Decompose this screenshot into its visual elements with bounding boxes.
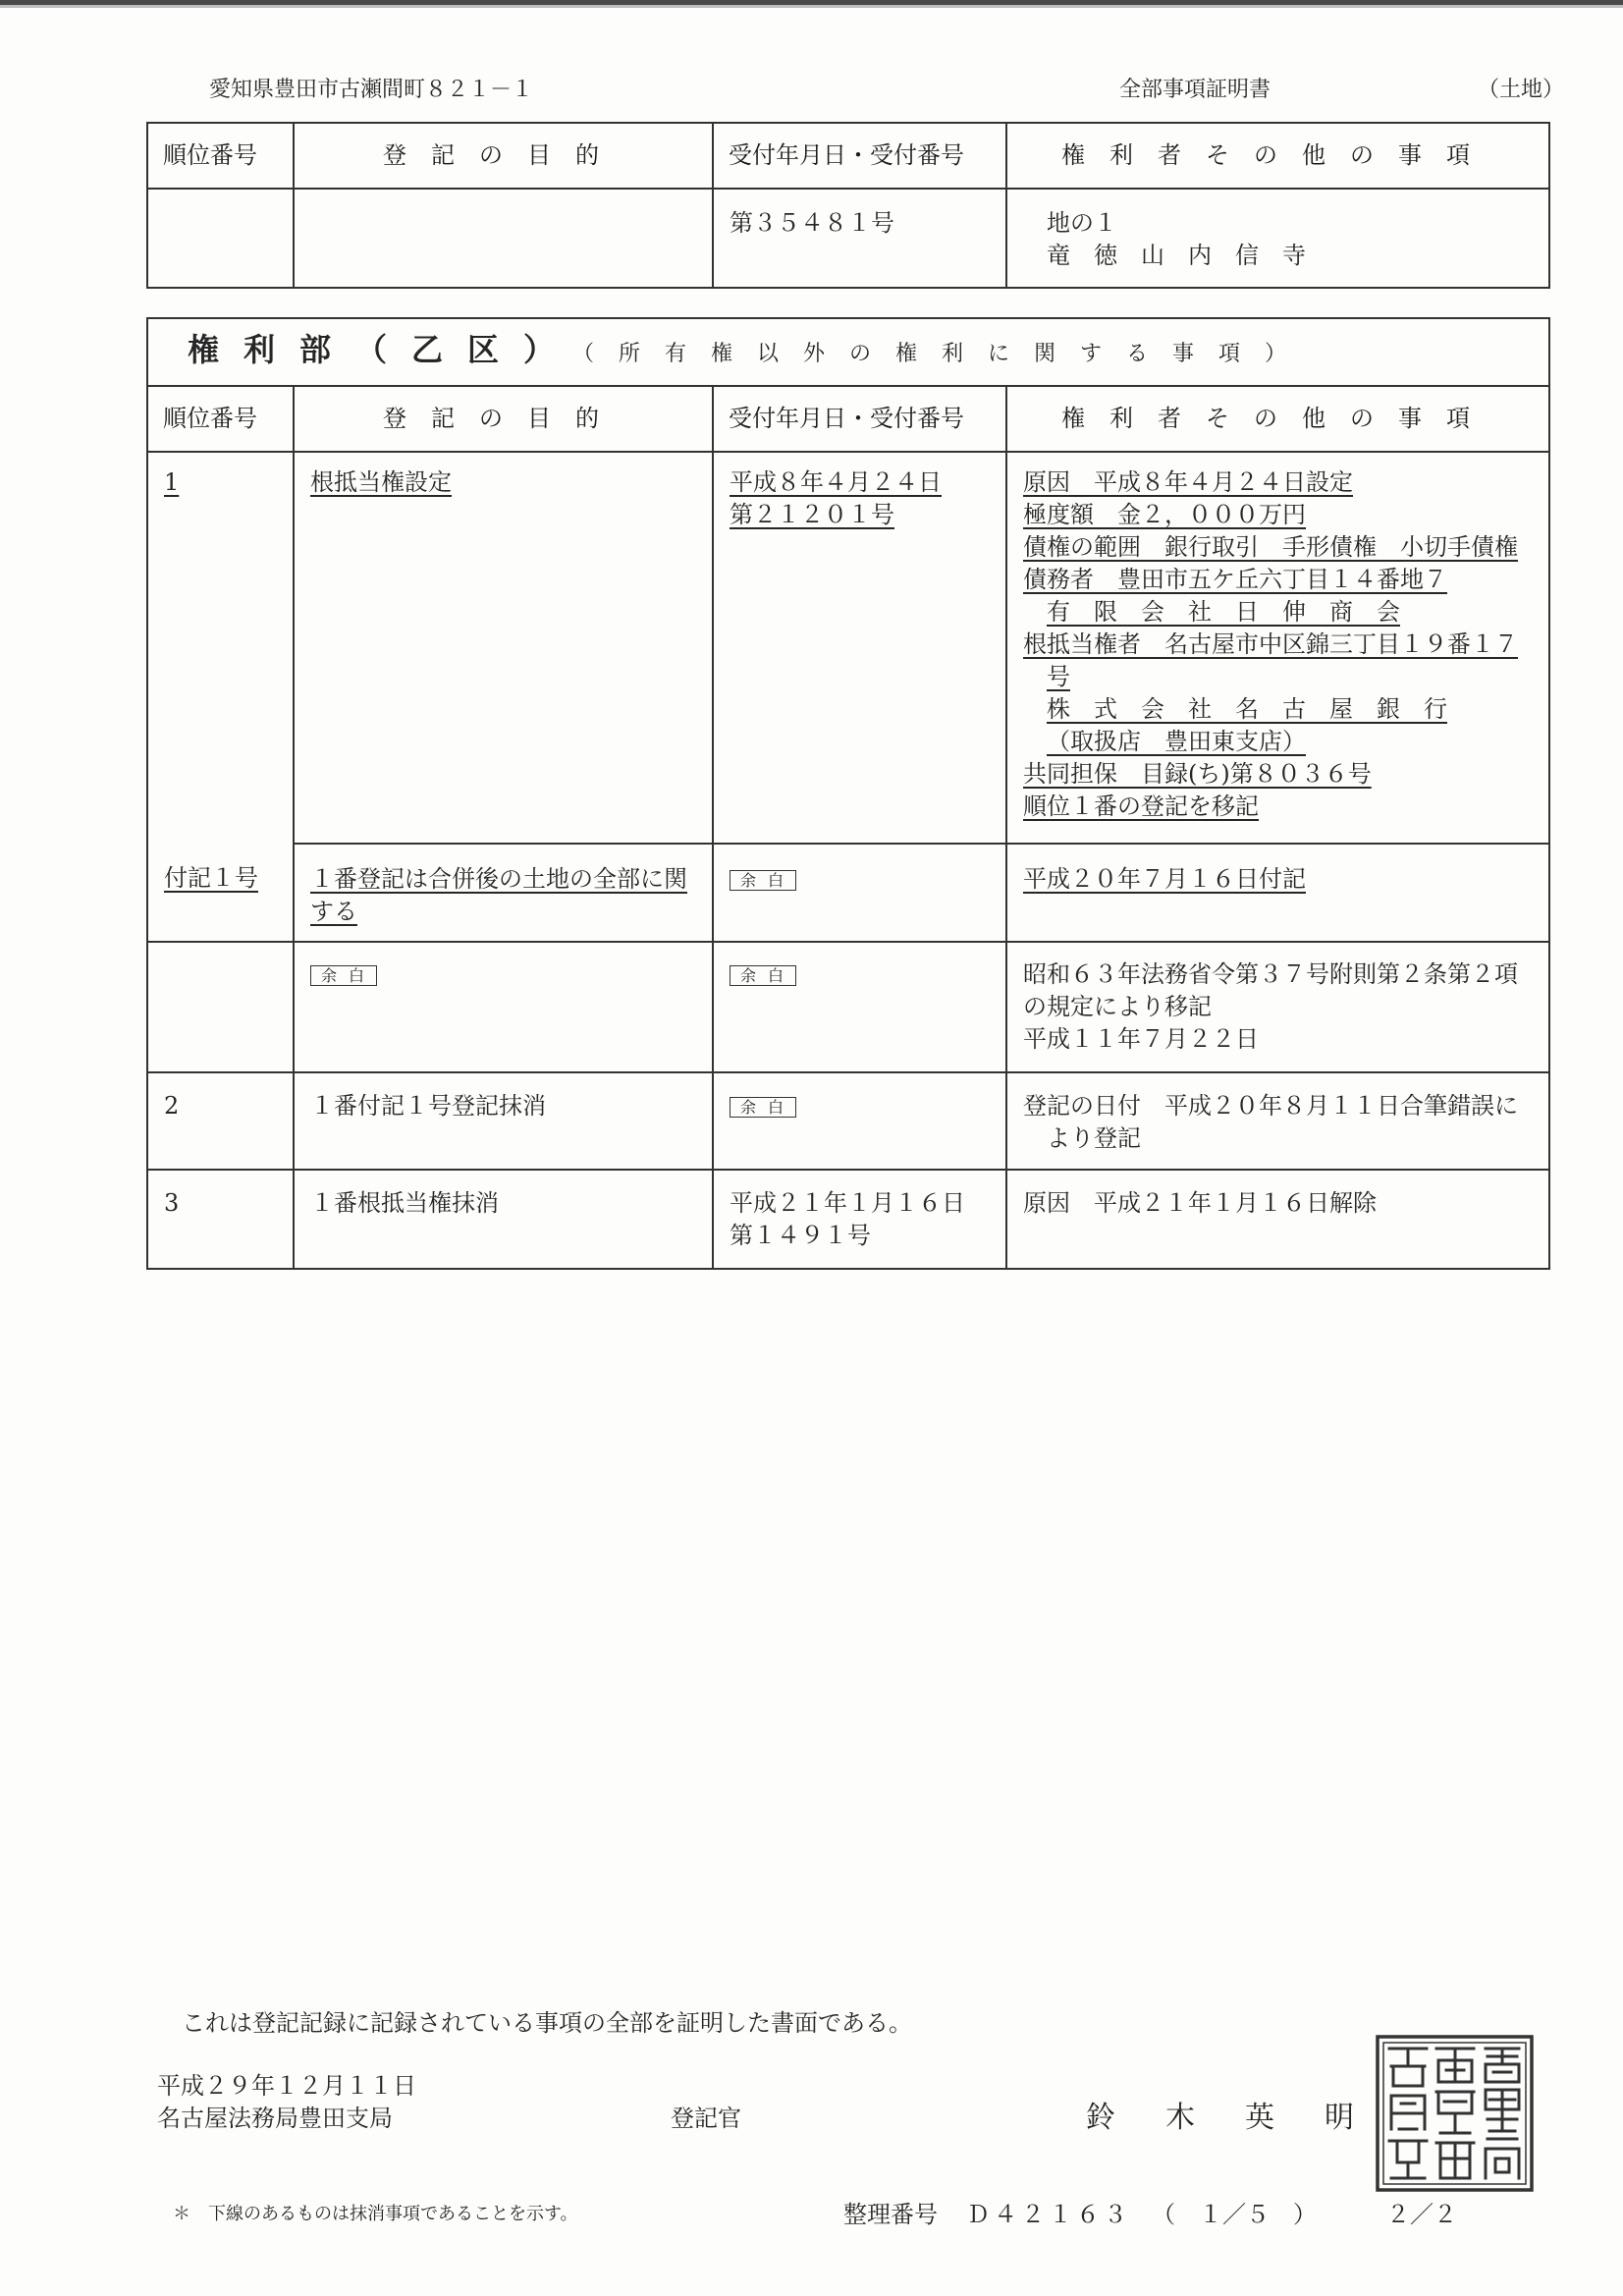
- rank-cell: [147, 189, 294, 288]
- rights-line: 地の１: [1047, 209, 1117, 237]
- purpose-line: １番根抵当権抹消: [310, 1189, 499, 1217]
- section-title-cell: [147, 318, 1549, 386]
- rights-line: 債権の範囲 銀行取引 手形債権 小切手債権: [1023, 533, 1518, 561]
- section-b-table: [146, 317, 1550, 1270]
- entry-row-supplement: [147, 844, 1549, 942]
- rank-number: 2: [164, 1092, 180, 1120]
- column-header-receipt: 受付年月日・受付番号: [713, 123, 1006, 189]
- receipt-date: 平成２１年１月１６日: [730, 1189, 965, 1217]
- purpose-line: 根抵当権設定: [310, 468, 452, 496]
- underline-note: ＊ 下線のあるものは抹消事項であることを示す。: [173, 2204, 578, 2224]
- column-header-rank: 順位番号: [147, 123, 294, 189]
- receipt-number: 第３５４８１号: [730, 209, 894, 237]
- rank-cell: [147, 452, 294, 844]
- purpose-cell: [294, 189, 713, 288]
- rights-line: 平成１１年７月２２日: [1023, 1025, 1259, 1053]
- issuing-office: 名古屋法務局豊田支局: [157, 2105, 393, 2132]
- rights-line: 号: [1047, 663, 1070, 690]
- receipt-cell: [713, 1170, 1006, 1269]
- registrar-label: 登記官: [671, 2105, 741, 2132]
- purpose-cell: [294, 942, 713, 1072]
- rank-number: 1: [164, 468, 180, 496]
- receipt-cell: [713, 189, 1006, 288]
- rights-line: 株 式 会 社 名 古 屋 銀 行: [1047, 695, 1447, 723]
- column-header-purpose: 登記の目的: [294, 123, 713, 189]
- rights-line: 共同担保 目録(ち)第８０３６号: [1023, 760, 1372, 788]
- rights-line: 順位１番の登記を移記: [1023, 793, 1259, 820]
- rights-cell: [1006, 942, 1549, 1072]
- entry-row-transfer: [147, 942, 1549, 1072]
- official-seal-icon: [1376, 2035, 1534, 2192]
- rights-line: 極度額 金２，０００万円: [1023, 501, 1306, 528]
- receipt-cell: [713, 1072, 1006, 1170]
- rank-cell: [147, 1072, 294, 1170]
- purpose-cell: [294, 1072, 713, 1170]
- purpose-cell: [294, 844, 713, 942]
- rank-number: 3: [164, 1189, 180, 1217]
- column-header-receipt: 受付年月日・受付番号: [713, 386, 1006, 452]
- purpose-line: する: [310, 898, 357, 925]
- blank-marker: 余白: [730, 870, 796, 891]
- rights-line: 原因 平成２１年１月１６日解除: [1023, 1189, 1377, 1217]
- rights-cell: [1006, 1072, 1549, 1170]
- scan-edge-shadow: [0, 5, 1623, 8]
- rank-cell: [147, 844, 294, 942]
- purpose-cell: [294, 452, 713, 844]
- rights-cell: [1006, 189, 1549, 288]
- property-address: 愛知県豊田市古瀬間町８２１－１: [209, 78, 534, 102]
- column-header-purpose: 登記の目的: [294, 386, 713, 452]
- rights-line: 有 限 会 社 日 伸 商 会: [1047, 598, 1400, 626]
- property-type: （土地）: [1478, 78, 1565, 102]
- purpose-line: １番付記１号登記抹消: [310, 1092, 546, 1120]
- column-header-row: [147, 386, 1549, 452]
- issue-date: 平成２９年１２月１１日: [157, 2072, 416, 2100]
- section-title: 権利部（乙区）: [188, 331, 580, 368]
- entry-row-3: [147, 1170, 1549, 1269]
- continued-section-table: [146, 122, 1550, 289]
- rights-line: 昭和６３年法務省令第３７号附則第２条第２項: [1023, 960, 1518, 988]
- entry-row-2: [147, 1072, 1549, 1170]
- reference-label: 整理番号: [843, 2201, 938, 2228]
- rights-cell: [1006, 1170, 1549, 1269]
- rights-line: 登記の日付 平成２０年８月１１日合筆錯誤に: [1023, 1092, 1518, 1120]
- rights-line: の規定により移記: [1023, 993, 1212, 1020]
- receipt-cell: [713, 844, 1006, 942]
- registrar-name: 鈴木英明: [1086, 2101, 1404, 2135]
- entry-row: [147, 189, 1549, 288]
- rank-cell: [147, 1170, 294, 1269]
- rights-cell: [1006, 844, 1549, 942]
- blank-marker: 余白: [730, 1097, 796, 1118]
- receipt-cell: [713, 942, 1006, 1072]
- rights-line: 債務者 豊田市五ケ丘六丁目１４番地７: [1023, 566, 1447, 593]
- rights-line: 原因 平成８年４月２４日設定: [1023, 468, 1353, 496]
- column-header-rights: 権利者その他の事項: [1006, 386, 1549, 452]
- rights-line: 平成２０年７月１６日付記: [1023, 865, 1306, 893]
- section-subtitle: （所有権以外の権利に関する事項）: [583, 342, 1312, 366]
- blank-marker: 余白: [730, 965, 796, 986]
- certification-statement: これは登記記録に記録されている事項の全部を証明した書面である。: [182, 2009, 912, 2037]
- blank-marker: 余白: [310, 965, 377, 986]
- volume-indicator: （ １／５ ）: [1152, 2201, 1317, 2228]
- column-header-rank: 順位番号: [147, 386, 294, 452]
- purpose-line: １番登記は合併後の土地の全部に関: [310, 865, 687, 893]
- column-header-row: [147, 123, 1549, 189]
- rank-cell: [147, 942, 294, 1072]
- rights-line: （取扱店 豊田東支店）: [1047, 728, 1306, 755]
- receipt-number: 第１４９１号: [730, 1222, 871, 1249]
- purpose-cell: [294, 1170, 713, 1269]
- rights-holder-name: 竜 徳 山 内 信 寺: [1047, 242, 1306, 269]
- rank-number: 付記１号: [164, 864, 258, 892]
- entry-row-1: [147, 452, 1549, 844]
- section-title-row: [147, 318, 1549, 386]
- document-title: 全部事項証明書: [1119, 78, 1271, 102]
- rights-line: より登記: [1047, 1124, 1141, 1152]
- receipt-cell: [713, 452, 1006, 844]
- reference-number: Ｄ４２１６３: [966, 2201, 1131, 2228]
- rights-cell: [1006, 452, 1549, 844]
- receipt-number: 第２１２０１号: [730, 501, 894, 528]
- receipt-date: 平成８年４月２４日: [730, 468, 942, 496]
- column-header-rights: 権利者その他の事項: [1006, 123, 1549, 189]
- rights-line: 根抵当権者 名古屋市中区錦三丁目１９番１７: [1023, 630, 1518, 658]
- page-number: ２／２: [1386, 2201, 1457, 2228]
